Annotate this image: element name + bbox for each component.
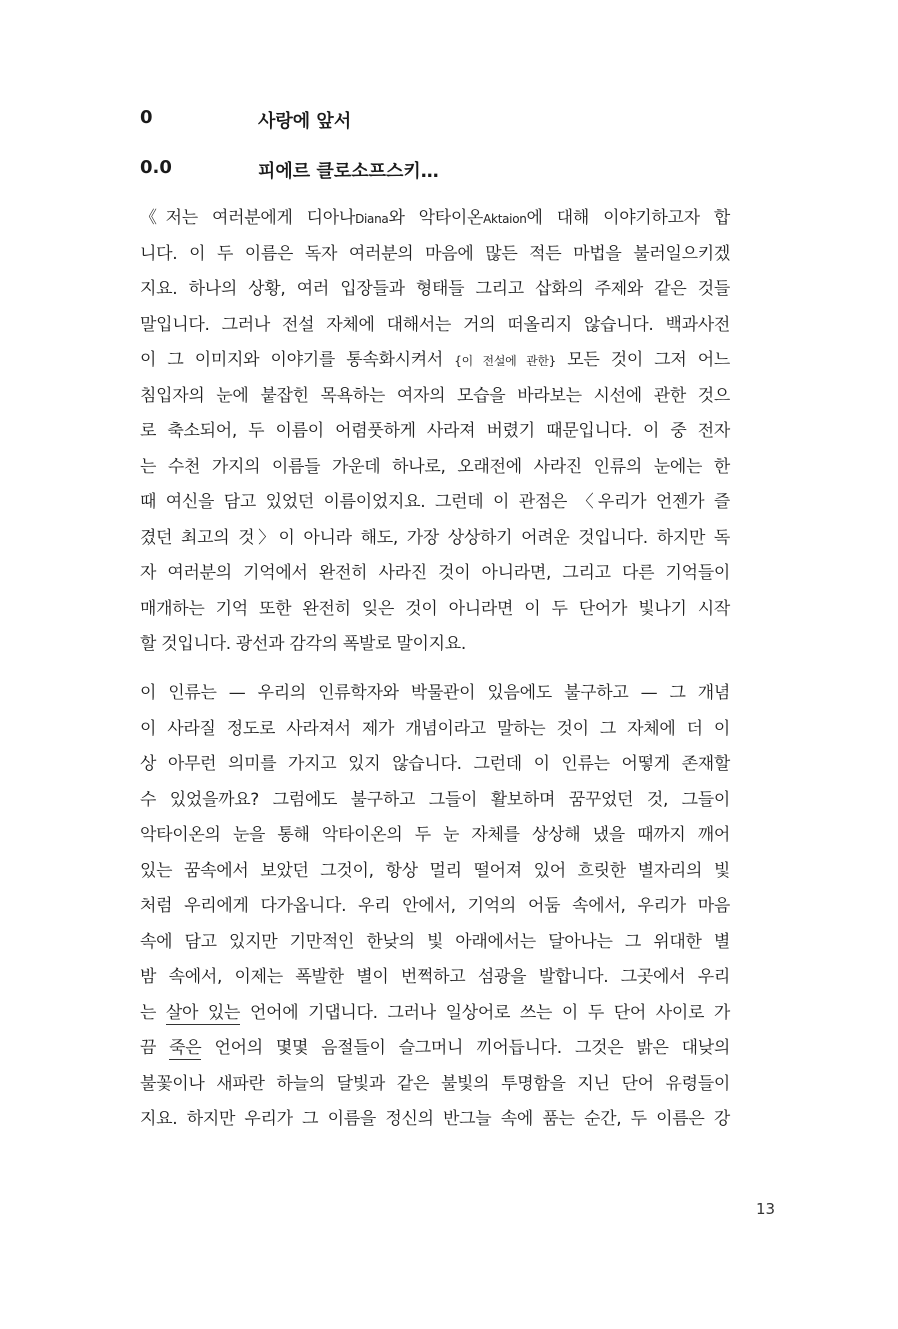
text-line: 침입자의 눈에 붙잡힌 목욕하는 여자의 모습을 바라보는 시선에 관한 것으 bbox=[140, 386, 730, 406]
text-line: 《저는 여러분에게 디아나Diana와 악타이온Aktaion에 대해 이야기하고자 합 bbox=[140, 208, 730, 228]
text-line: 는 살아 있는 언어에 기댑니다. 그러나 일상어로 쓰는 이 두 단어 사이로 가 bbox=[140, 1003, 731, 1023]
text-line: 로 축소되어, 두 이름이 어렴풋하게 사라져 버렸기 때문입니다. 이 중 전자 bbox=[140, 421, 730, 441]
text-line: 이 인류는 — 우리의 인류학자와 박물관이 있음에도 불구하고 — 그 개념 bbox=[140, 683, 730, 703]
text-line: 는 수천 가지의 이름들 가운데 하나로, 오래전에 사라진 인류의 눈에는 한 bbox=[140, 457, 730, 477]
text-line: 지요. 하나의 상황, 여러 입장들과 형태들 그리고 삽화의 주제와 같은 것들 bbox=[140, 279, 730, 299]
text-line: 수 있었을까요? 그럼에도 불구하고 그들이 활보하며 꿈꾸었던 것, 그들이 bbox=[140, 790, 730, 810]
underlined-phrase: 죽은 bbox=[169, 1038, 202, 1058]
text-line: 처럼 우리에게 다가옵니다. 우리 안에서, 기억의 어둠 속에서, 우리가 마음 bbox=[140, 896, 730, 916]
section-title: 사랑에 앞서 bbox=[258, 111, 352, 132]
text-line: 밤 속에서, 이제는 폭발한 별이 번쩍하고 섬광을 발합니다. 그곳에서 우리 bbox=[140, 967, 730, 987]
text-line: 말입니다. 그러나 전설 자체에 대해서는 거의 떠올리지 않습니다. 백과사전 bbox=[140, 315, 730, 335]
text-line: 이 사라질 정도로 사라져서 제가 개념이라고 말하는 것이 그 자체에 더 이 bbox=[140, 719, 730, 739]
text-line: 지요. 하지만 우리가 그 이름을 정신의 반그늘 속에 품는 순간, 두 이름은 강 bbox=[140, 1109, 730, 1129]
text-line: 속에 담고 있지만 기만적인 한낮의 빛 아래에서는 달아나는 그 위대한 별 bbox=[140, 932, 730, 952]
section-number: 0 bbox=[140, 107, 153, 128]
text-line: 때 여신을 담고 있었던 이름이었지요. 그런데 이 관점은 〈우리가 언젠가 즐 bbox=[140, 492, 730, 512]
text-line: 불꽃이나 새파란 하늘의 달빛과 같은 불빛의 투명함을 지닌 단어 유령들이 bbox=[140, 1074, 730, 1094]
subsection-number: 0.0 bbox=[140, 157, 172, 178]
subsection-title: 피에르 클로소프스키… bbox=[258, 161, 439, 182]
text-line: 할 것입니다. 광선과 감각의 폭발로 말이지요. bbox=[140, 634, 466, 654]
text-line: 니다. 이 두 이름은 독자 여러분의 마음에 많든 적든 마법을 불러일으키겠 bbox=[140, 244, 730, 264]
text-line: 상 아무런 의미를 가지고 있지 않습니다. 그런데 이 인류는 어떻게 존재할 bbox=[140, 754, 730, 774]
text-line: 자 여러분의 기억에서 완전히 사라진 것이 아니라면, 그리고 다른 기억들이 bbox=[140, 563, 730, 583]
text-line: 이 그 이미지와 이야기를 통속화시켜서 {이 전설에 관한} 모든 것이 그저 어느 bbox=[140, 350, 730, 370]
text-line: 끔 죽은 언어의 몇몇 음절들이 슬그머니 끼어듭니다. 그것은 밝은 대낮의 bbox=[140, 1038, 730, 1058]
page-number: 13 bbox=[756, 1200, 776, 1218]
text-line: 겼던 최고의 것〉이 아니라 해도, 가장 상상하기 어려운 것입니다. 하지만 독 bbox=[140, 528, 730, 548]
underlined-phrase: 살아 있는 bbox=[165, 1003, 241, 1023]
text-line: 악타이온의 눈을 통해 악타이온의 두 눈 자체를 상상해 냈을 때까지 깨어 bbox=[140, 825, 730, 845]
text-line: 있는 꿈속에서 보았던 그것이, 항상 멀리 떨어져 있어 흐릿한 별자리의 빛 bbox=[140, 861, 730, 881]
text-line: 매개하는 기억 또한 완전히 잊은 것이 아니라면 이 두 단어가 빛나기 시작 bbox=[140, 599, 730, 619]
